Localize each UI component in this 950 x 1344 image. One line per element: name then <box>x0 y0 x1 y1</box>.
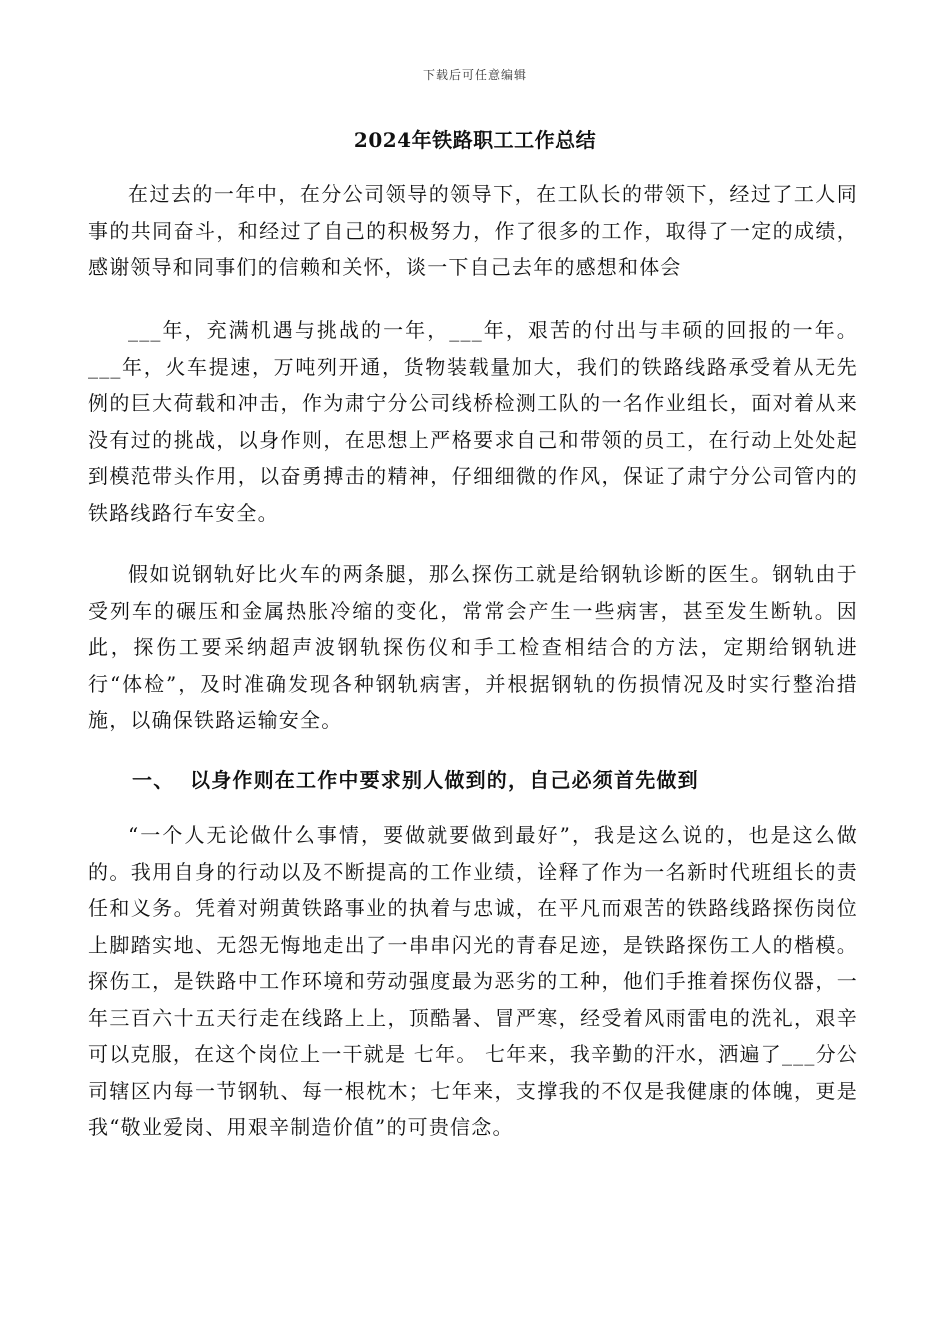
section-heading-text: 以身作则在工作中要求别人做到的，自己必须首先做到 <box>190 768 699 792</box>
paragraph-intro: 在过去的一年中，在分公司领导的领导下，在工队长的带领下，经过了工人同事的共同奋斗，和经过了自己的积极努力，作了很多的工作，取得了一定的成绩，感谢领导和同事们的信赖和关怀，谈一下自己去年的感想和体会 <box>88 182 858 279</box>
document-title: 2024年铁路职工工作总结 <box>353 128 597 152</box>
paragraph-lead-by-example: “一个人无论做什么事情，要做就要做到最好”，我是这么说的，也是这么做的。我用自身的行动以及不断提高的工作业绩，诠释了作为一名新时代班组长的责任和义务。凭着对朔黄铁路事业的执着与忠诚，在平凡而艰苦的铁路线路探伤岗位上脚踏实地、无怨无悔地走出了一串串闪光的青春足迹，是铁路探伤工人的楷模。探伤工，是铁路中工作环境和劳动强度最为恶劣的工种，他们手推着探伤仪器，一年三百六十五天行走在线路上上，顶酷暑、冒严寒，经受着风雨雷电的洗礼，艰辛可以克服，在这个岗位上一干就是 七年。 七年来，我辛勤的汗水，洒遍了___分公司辖区内每一节钢轨、每一根枕木；七年来，支撑我的不仅是我健康的体魄，更是我“敬业爱岗、用艰辛制造价值”的可贵信念。 <box>88 823 858 1139</box>
section-number: 一、 <box>132 768 175 792</box>
paragraph-rail-inspection: 假如说钢轨好比火车的两条腿，那么探伤工就是给钢轨诊断的医生。钢轨由于受列车的碾压和金属热胀冷缩的变化，常常会产生一些病害，甚至发生断轨。因此，探伤工要采纳超声波钢轨探伤仪和手工检查相结合的方法，定期给钢轨进行“体检”，及时准确发现各种钢轨病害，并根据钢轨的伤损情况及时实行整治措施，以确保铁路运输安全。 <box>88 562 858 732</box>
paragraph-year-review: ___年，充满机遇与挑战的一年，___年，艰苦的付出与丰硕的回报的一年。___年，火车提速，万吨列开通，货物装载量加大，我们的铁路线路承受着从无先例的巨大荷载和冲击，作为肃宁分公司线桥检测工队的一名作业组长，面对着从来没有过的挑战，以身作则，在思想上严格要求自己和带领的员工，在行动上处处起到模范带头作用，以奋勇搏击的精神，仔细细微的作风，保证了肃宁分公司管内的铁路线路行车安全。 <box>88 318 858 525</box>
header-note: 下载后可任意编辑 <box>422 68 527 82</box>
section-heading-1 <box>132 764 852 793</box>
